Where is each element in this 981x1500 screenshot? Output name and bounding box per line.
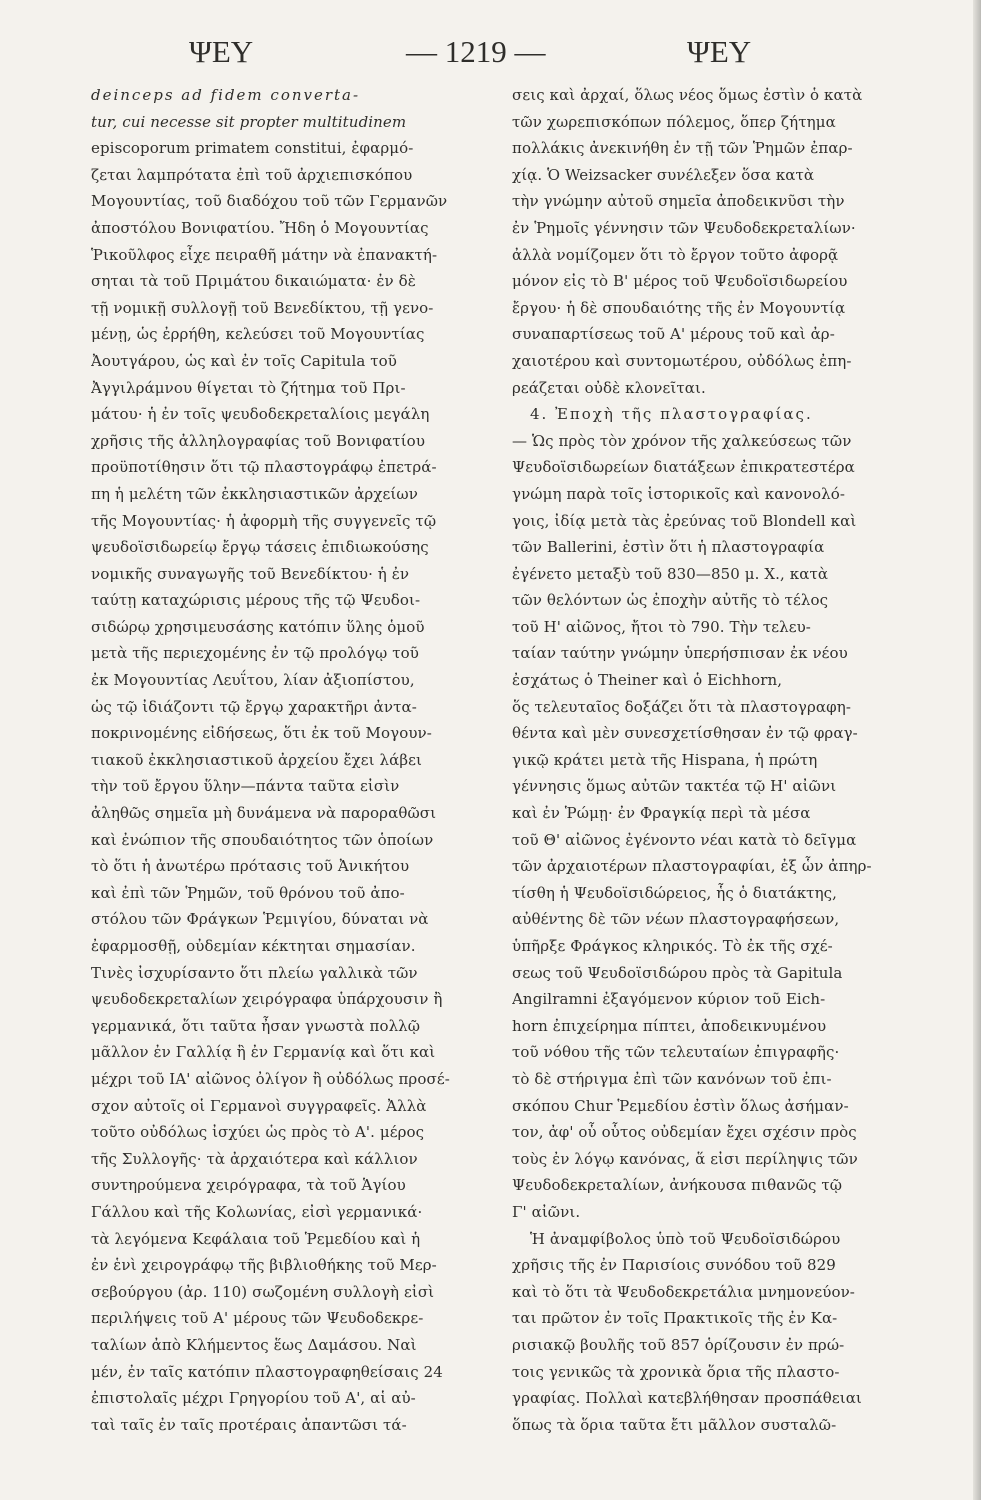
text-line: πη ἡ μελέτη τῶν ἐκκλησιαστικῶν ἀρχείων: [91, 484, 418, 503]
text-line: ὅπως τὰ ὅρια ταῦτα ἔτι μᾶλλον συσταλῶ-: [512, 1415, 837, 1434]
text-line: τοῦ Η' αἰῶνος, ἤτοι τὸ 790. Τὴν τελευ-: [512, 617, 811, 636]
text-line: Ἀγγιλράμνου θίγεται τὸ ζήτημα τοῦ Πρι-: [91, 378, 406, 397]
text-line: ἀποστόλου Βονιφατίου. Ἤδη ὁ Μογουντίας: [91, 218, 429, 237]
text-line: Ψευδοδεκρεταλίων, ἀνήκουσα πιθανῶς τῷ: [512, 1176, 843, 1195]
text-line: ἐφαρμοσθῇ, οὐδεμίαν κέκτηται σημασίαν.: [91, 937, 416, 955]
text-line: μέχρι τοῦ ΙΑ' αἰῶνος ὀλίγον ἢ οὐδόλως προσέ-: [91, 1069, 450, 1088]
text-line: ὅς τελευταῖος δοξάζει ὅτι τὰ πλαστογραφη-: [512, 697, 851, 716]
text-line: γοις, ἰδίᾳ μετὰ τὰς ἐρεύνας τοῦ Blondell καὶ: [512, 511, 857, 530]
text-line: ταὶ ταῖς ἐν ταῖς προτέραις ἀπαντῶσι τά-: [91, 1415, 407, 1434]
text-line: τον, ἀφ' οὗ οὗτος οὐδεμίαν ἔχει σχέσιν πρὸς: [512, 1123, 857, 1142]
text-line: ταύτῃ καταχώρισις μέρους τῆς τῷ Ψευδοι-: [91, 591, 421, 610]
text-line: ψευδοϊσιδωρείῳ ἔργῳ τάσεις ἐπιδιωκούσης: [91, 538, 429, 557]
text-line: ται πρῶτον ἐν τοῖς Πρακτικοῖς τῆς ἐν Κα-: [512, 1309, 838, 1328]
text-line: τὴν γνώμην αὐτοῦ σημεῖα ἀποδεικνῦσι τὴν: [512, 192, 845, 211]
text-line: μέν, ἐν ταῖς κατόπιν πλαστογραφηθείσαις 24: [91, 1362, 443, 1381]
text-line: σεις καὶ ἀρχαί, ὅλως νέος ὅμως ἐστὶν ὁ κατὰ: [512, 86, 863, 104]
text-line: — Ὡς πρὸς τὸν χρόνον τῆς χαλκεύσεως τῶν: [512, 431, 852, 450]
text-line: χρῆσις τῆς ἐν Παρισίοις συνόδου τοῦ 829: [512, 1256, 836, 1275]
text-line: μόνον εἰς τὸ Β' μέρος τοῦ Ψευδοϊσιδωρείου: [512, 272, 848, 291]
text-line: μετὰ τῆς περιεχομένης ἐν τῷ προλόγῳ τοῦ: [91, 644, 419, 663]
text-line: περιλήψεις τοῦ Α' μέρους τῶν Ψευδοδεκρε-: [91, 1309, 424, 1328]
text-line: καὶ ἐν Ῥώμῃ· ἐν Φραγκίᾳ περὶ τὰ μέσα: [512, 804, 811, 823]
text-line: Τινὲς ἰσχυρίσαντο ὅτι πλείω γαλλικὰ τῶν: [91, 963, 418, 982]
text-line: horn ἐπιχείρημα πίπτει, ἀποδεικνυμένου: [512, 1016, 827, 1035]
text-line: συναπαρτίσεως τοῦ Α' μέρους τοῦ καὶ ἀρ-: [512, 325, 835, 344]
text-line: τῶν ἀρχαιοτέρων πλαστογραφίαι, ἐξ ὧν ἀπηρ-: [512, 857, 872, 876]
text-line: τῶν Ballerini, ἐστὶν ὅτι ἡ πλαστογραφία: [512, 538, 825, 557]
running-head: [88, 32, 900, 72]
text-line: νομικῆς συναγωγῆς τοῦ Βενεδίκτου· ἡ ἐν: [91, 564, 410, 583]
text-line: ἐν ἑνὶ χειρογράφῳ τῆς βιβλιοθήκης τοῦ Μερ-: [91, 1256, 437, 1275]
text-line: Ἀουτγάρου, ὡς καὶ ἐν τοῖς Capitula τοῦ: [91, 351, 398, 370]
text-line: ἐσχάτως ὁ Theiner καὶ ὁ Eichhorn,: [512, 671, 783, 690]
text-line: καὶ τὸ ὅτι τὰ Ψευδοδεκρετάλια μνημονεύον-: [512, 1282, 855, 1301]
text-line: τοῦτο οὐδόλως ἰσχύει ὡς πρὸς τὸ Α'. μέρος: [91, 1123, 425, 1142]
text-line: Γ' αἰῶνι.: [512, 1202, 581, 1221]
text-line: τοῦ Θ' αἰῶνος ἐγένοντο νέαι κατὰ τὸ δεῖγμα: [512, 830, 857, 849]
text-line: σηται τὰ τοῦ Πριμάτου δικαιώματα· ἐν δὲ: [91, 272, 416, 291]
text-line: ἔργου· ἡ δὲ σπουδαιότης τῆς ἐν Μογουντίᾳ: [512, 298, 846, 317]
text-line: Ῥικοῦλφος εἶχε πειραθῆ μάτην νὰ ἐπανακτή-: [91, 245, 438, 264]
text-line: καὶ ἐπὶ τῶν Ῥημῶν, τοῦ θρόνου τοῦ ἀπο-: [91, 883, 405, 902]
text-line: συντηρούμενα χειρόγραφα, τὰ τοῦ Ἁγίου: [91, 1176, 406, 1195]
text-line: σκόπου Chur Ῥεμεδίου ἐστὶν ὅλως ἀσήμαν-: [512, 1096, 849, 1115]
text-line: θέντα καὶ μὲν συνεσχετίσθησαν ἐν τῷ φραγ-: [512, 724, 858, 743]
right-column: [512, 82, 892, 1438]
text-line: ποκρινομένης εἰδήσεως, ὅτι ἐκ τοῦ Μογουν-: [91, 724, 432, 743]
text-line: ἀληθῶς σημεῖα μὴ δυνάμενα νὰ παροραθῶσι: [91, 804, 437, 823]
text-line: deinceps ad fidem converta-: [91, 86, 361, 104]
text-line: ρισιακῷ βουλῆς τοῦ 857 ὁρίζουσιν ἐν πρώ-: [512, 1335, 845, 1354]
text-line: γέννησις ὅμως αὐτῶν τακτέα τῷ Η' αἰῶνι: [512, 777, 837, 796]
text-line: προϋποτίθησιν ὅτι τῷ πλαστογράφῳ ἐπετρά-: [91, 458, 437, 477]
text-line: γικῷ κράτει μετὰ τῆς Hispana, ἡ πρώτη: [512, 750, 818, 769]
text-line: episcoporum primatem constitui, ἐφαρμό-: [91, 139, 414, 158]
text-line: ἀλλὰ νομίζομεν ὅτι τὸ ἔργον τοῦτο ἀφορᾷ: [512, 245, 839, 264]
text-line: Μογουντίας, τοῦ διαδόχου τοῦ τῶν Γερμανῶν: [91, 192, 448, 211]
text-line: μάτου· ἡ ἐν τοῖς ψευδοδεκρεταλίοις μεγάλη: [91, 405, 430, 424]
text-line: γερμανικά, ὅτι ταῦτα ἦσαν γνωστὰ πολλῷ: [91, 1016, 421, 1035]
text-line: ἐπιστολαῖς μέχρι Γρηγορίου τοῦ Α', αἱ αὐ-: [91, 1389, 416, 1408]
section-heading: 4. Ἐποχὴ τῆς πλαστογραφίας.: [530, 405, 813, 424]
text-line: ἐγένετο μεταξὺ τοῦ 830—850 μ. Χ., κατὰ: [512, 564, 829, 583]
text-line: χρῆσις τῆς ἀλληλογραφίας τοῦ Βονιφατίου: [91, 431, 426, 450]
running-head-right: ΨΕΥ: [687, 34, 752, 69]
text-line: τοις γενικῶς τὰ χρονικὰ ὅρια τῆς πλαστο-: [512, 1362, 840, 1381]
text-line: σχον αὐτοῖς οἱ Γερμανοὶ συγγραφεῖς. Ἀλλὰ: [91, 1096, 427, 1115]
text-line: σιδώρῳ χρησιμευσάσης κατόπιν ὕλης ὁμοῦ: [91, 617, 425, 636]
text-line: τὸ δὲ στήριγμα ἐπὶ τῶν κανόνων τοῦ ἐπι-: [512, 1069, 832, 1088]
text-line: πολλάκις ἀνεκινήθη ἐν τῇ τῶν Ῥημῶν ἐπαρ-: [512, 139, 853, 158]
text-line: καὶ ἐνώπιον τῆς σπουδαιότητος τῶν ὁποίων: [91, 830, 434, 849]
text-line: tur, cui necesse sit propter multitudinem: [91, 112, 407, 131]
text-line: χίᾳ. Ὁ Weizsacker συνέλεξεν ὅσα κατὰ: [512, 165, 815, 184]
text-line: χαιοτέρου καὶ συντομωτέρου, οὐδόλως ἐπη-: [512, 351, 852, 370]
page-number: — 1219 —: [406, 34, 546, 69]
text-line: τῶν θελόντων ὡς ἐποχὴν αὐτῆς τὸ τέλος: [512, 591, 829, 610]
text-line: τῆς Συλλογῆς· τὰ ἀρχαιότερα καὶ κάλλιον: [91, 1149, 418, 1168]
text-line: τοὺς ἐν λόγῳ κανόνας, ἅ εἰσι περίληψις τῶν: [512, 1149, 858, 1168]
text-line: ἐν Ῥημοῖς γέννησιν τῶν Ψευδοδεκρεταλίων·: [512, 218, 856, 237]
text-line: μένῃ, ὡς ἐρρήθη, κελεύσει τοῦ Μογουντίας: [91, 325, 425, 344]
text-line: αὐθέντης δὲ τῶν νέων πλαστογραφήσεων,: [512, 910, 840, 929]
running-head-left: ΨΕΥ: [189, 34, 254, 69]
text-line: ταίαν ταύτην γνώμην ὑπερήσπισαν ἐκ νέου: [512, 644, 848, 663]
text-line: μᾶλλον ἐν Γαλλίᾳ ἢ ἐν Γερμανίᾳ καὶ ὅτι καὶ: [91, 1043, 436, 1062]
text-line: τίσθη ἡ Ψευδοϊσιδώρειος, ἧς ὁ διατάκτης,: [512, 883, 838, 902]
text-line: σεως τοῦ Ψευδοϊσιδώρου πρὸς τὰ Gapitula: [512, 963, 843, 982]
left-column: [91, 82, 471, 1438]
text-line: τὴν τοῦ ἔργου ὕλην—πάντα ταῦτα εἰσὶν: [91, 777, 400, 796]
scan-edge-shadow: [973, 0, 981, 1500]
text-line: τῆς Μογουντίας· ἡ ἀφορμὴ τῆς συγγενεῖς τῷ: [91, 511, 437, 530]
text-line: Ἡ ἀναμφίβολος ὑπὸ τοῦ Ψευδοϊσιδώρου: [530, 1229, 841, 1248]
text-line: ὑπῆρξε Φράγκος κληρικός. Τὸ ἐκ τῆς σχέ-: [512, 937, 833, 955]
text-line: ζεται λαμπρότατα ἐπὶ τοῦ ἀρχιεπισκόπου: [91, 165, 413, 184]
text-line: Angilramni ἐξαγόμενον κύριον τοῦ Eich-: [512, 990, 826, 1009]
text-line: ἐκ Μογουντίας Λευΐτου, λίαν ἀξιοπίστου,: [91, 671, 415, 690]
text-line: ψευδοδεκρεταλίων χειρόγραφα ὑπάρχουσιν ἢ: [91, 990, 443, 1009]
text-line: γνώμη παρὰ τοῖς ἱστορικοῖς καὶ κανονολό-: [512, 484, 846, 503]
text-line: τὰ λεγόμενα Κεφάλαια τοῦ Ῥεμεδίου καὶ ἡ: [91, 1229, 421, 1248]
text-line: γραφίας. Πολλαὶ κατεβλήθησαν προσπάθειαι: [512, 1389, 862, 1408]
text-line: Ψευδοϊσιδωρείων διατάξεων ἐπικρατεστέρα: [512, 458, 855, 477]
text-line: τῶν χωρεπισκόπων πόλεμος, ὅπερ ζήτημα: [512, 112, 836, 131]
text-line: σεβούργου (ἀρ. 110) σωζομένη συλλογὴ εἰσὶ: [91, 1282, 435, 1301]
text-line: ρεάζεται οὐδὲ κλονεῖται.: [512, 378, 706, 397]
text-line: τῇ νομικῇ συλλογῇ τοῦ Βενεδίκτου, τῇ γενο-: [91, 298, 434, 317]
text-line: ταλίων ἀπὸ Κλήμεντος ἕως Δαμάσου. Ναὶ: [91, 1335, 417, 1354]
text-line: Γάλλου καὶ τῆς Κολωνίας, εἰσὶ γερμανικά·: [91, 1202, 423, 1221]
text-line: τιακοῦ ἐκκλησιαστικοῦ ἀρχείου ἔχει λάβει: [91, 750, 422, 769]
text-line: ὡς τῷ ἰδιάζοντι τῷ ἔργῳ χαρακτῆρι ἀντα-: [91, 697, 417, 716]
text-line: τὸ ὅτι ἡ ἀνωτέρω πρότασις τοῦ Ἀνικήτου: [91, 857, 410, 876]
text-line: στόλου τῶν Φράγκων Ῥεμιγίου, δύναται νὰ: [91, 910, 429, 929]
text-line: τοῦ νόθου τῆς τῶν τελευταίων ἐπιγραφῆς·: [512, 1043, 840, 1062]
